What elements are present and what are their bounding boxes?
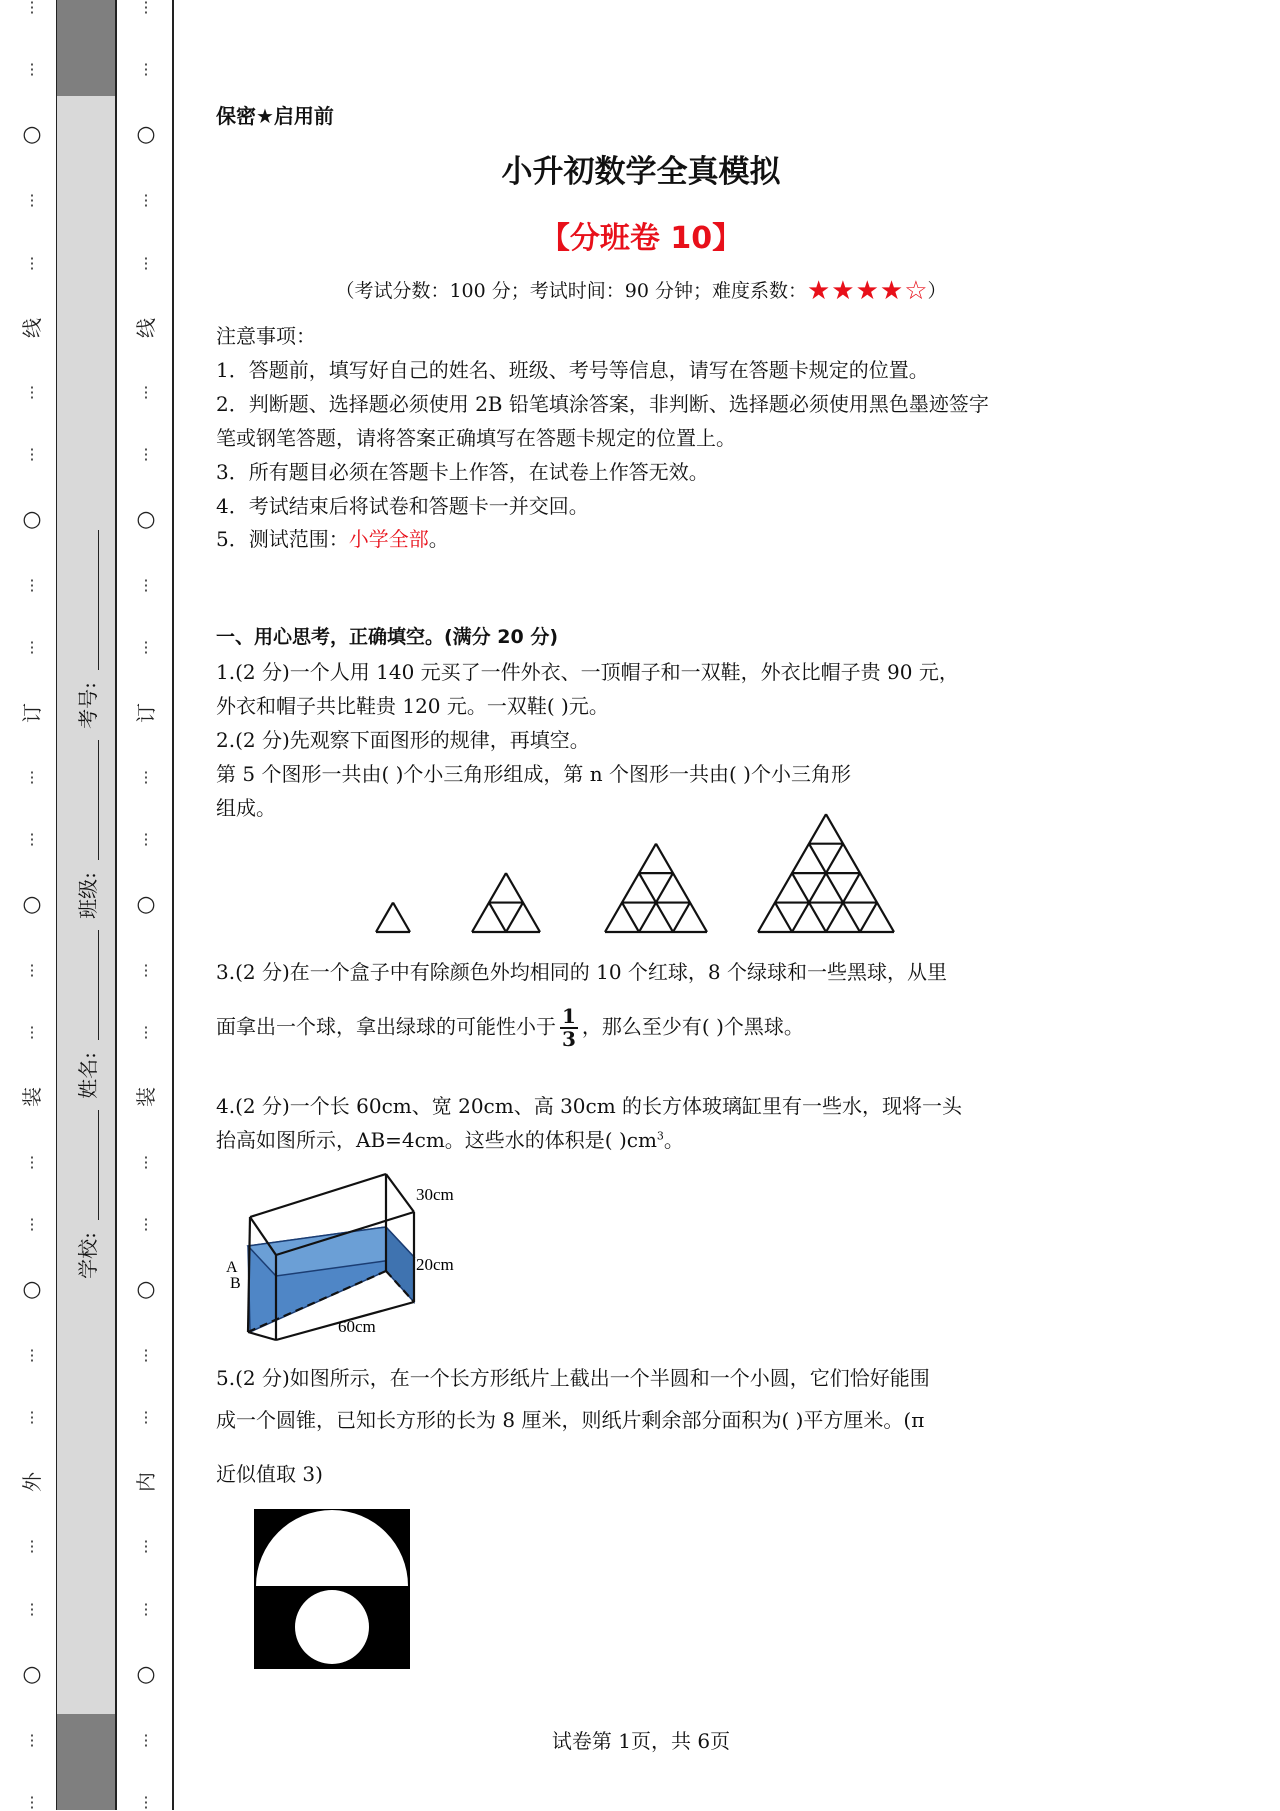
small-circle-cutout — [295, 1590, 369, 1664]
field-school-line — [98, 1110, 99, 1220]
note-scope-prefix: 5．测试范围： — [216, 527, 349, 551]
note-item: 3．所有题目必须在答题卡上作答，在试卷上作答无效。 — [216, 460, 709, 484]
difficulty-star-empty: ☆ — [904, 276, 928, 306]
triangle-figure-4-edge — [860, 903, 877, 932]
note-item: 1．答题前，填写好自己的姓名、班级、考号等信息，请写在答题卡规定的位置。 — [216, 358, 929, 382]
field-exam-number-line — [98, 530, 99, 670]
difficulty-stars-filled: ★★★★ — [806, 276, 905, 306]
tank-edge — [250, 1174, 386, 1217]
tank-edge — [386, 1174, 414, 1212]
outer-label-ding: 订 — [20, 702, 44, 723]
note-scope-highlight: 小学全部 — [348, 527, 429, 551]
label-point-a: A — [226, 1259, 238, 1276]
triangle-figure-4-edge — [775, 903, 792, 932]
exam-info-close: ） — [927, 280, 947, 302]
tank-edge — [248, 1332, 276, 1340]
field-name[interactable] — [60, 1040, 112, 1110]
margin-border-right — [115, 0, 117, 1810]
inner-dotted-column: ⋮ ⋮ ○ ⋮ ⋮ 线 ⋮ ⋮ ○ ⋮ ⋮ 订 ⋮ ⋮ ○ ⋮ ⋮ 装 ⋮ ⋮ ○ ⋮ ⋮ 内 ⋮ ⋮ ○ ⋮ ⋮ — [134, 0, 158, 1811]
outer-label-wai: 外 — [20, 1472, 44, 1493]
inner-label-xian: 线 — [134, 317, 158, 338]
question-2-line: 第 5 个图形一共由( )个小三角形组成，第 n 个图形一共由( )个小三角形 — [216, 762, 851, 786]
field-class[interactable] — [60, 860, 112, 930]
question-5-line: 近似值取 3) — [216, 1462, 323, 1486]
question-3-line — [216, 1006, 804, 1050]
question-5-line: 5.(2 分)如图所示，在一个长方形纸片上截出一个半圆和一个小圆，它们恰好能围 — [216, 1366, 930, 1390]
section-title: 一、用心思考，正确填空。(满分 20 分) — [216, 626, 559, 648]
field-school[interactable] — [60, 1220, 112, 1290]
label-width: 20cm — [416, 1255, 454, 1274]
notes-heading: 注意事项： — [216, 324, 316, 348]
exam-info-text: （考试分数：100 分；考试时间：90 分钟；难度系数： — [335, 280, 807, 302]
question-1-line: 外衣和帽子共比鞋贵 120 元。一双鞋( )元。 — [216, 694, 609, 718]
fraction-one-third — [560, 1006, 578, 1050]
cubic-superscript: 3 — [656, 1129, 664, 1143]
page-title: 小升初数学全真模拟 — [501, 154, 781, 190]
field-name-label: 姓名: — [75, 1051, 100, 1099]
note-item: 2．判断题、选择题必须使用 2B 铅笔填涂答案，非判断、选择题必须使用黑色墨迹签字 — [216, 392, 989, 416]
field-school-label: 学校: — [75, 1231, 100, 1279]
question-5-line: 成一个圆锥，已知长方形的长为 8 厘米，则纸片剩余部分面积为( )平方厘米。(π — [216, 1408, 925, 1432]
field-name-line — [98, 930, 99, 1040]
question-4-text-end: 。 — [663, 1128, 684, 1152]
inner-label-ding: 订 — [134, 702, 158, 723]
field-exam-number-label: 考号: — [75, 681, 100, 729]
question-2-line: 2.(2 分)先观察下面图形的规律，再填空。 — [216, 728, 590, 752]
fraction-denominator: 3 — [562, 1027, 576, 1051]
inner-label-zhuang: 装 — [134, 1087, 158, 1108]
question-1-line: 1.(2 分)一个人用 140 元买了一件外衣、一顶帽子和一双鞋，外衣比帽子贵 90 元， — [216, 660, 959, 684]
triangle-figure-3-edge — [673, 903, 690, 932]
field-class-label: 班级: — [75, 871, 100, 919]
paper-cutout-figure — [253, 1508, 413, 1672]
outer-label-zhuang: 装 — [20, 1087, 44, 1108]
note-item: 笔或钢笔答题，请将答案正确填写在答题卡规定的位置上。 — [216, 426, 736, 450]
question-4-line — [216, 1124, 684, 1153]
question-3-text: 面拿出一个球，拿出绿球的可能性小于 — [216, 1014, 556, 1039]
note-item: 4．考试结束后将试卷和答题卡一并交回。 — [216, 494, 589, 518]
question-3-line: 3.(2 分)在一个盒子中有除颜色外均相同的 10 个红球，8 个绿球和一些黑球，从里 — [216, 960, 948, 984]
band-bottom-dark — [57, 1714, 115, 1810]
page-footer: 试卷第 1页，共 6页 — [551, 1729, 731, 1753]
triangle-figure-2-edge — [506, 903, 523, 932]
note-scope-suffix: 。 — [428, 527, 449, 551]
inner-label-nei: 内 — [134, 1472, 158, 1493]
outer-label-xian: 线 — [20, 317, 44, 338]
band-top-dark — [57, 0, 115, 96]
question-2-line: 组成。 — [216, 796, 276, 820]
question-4-line: 4.(2 分)一个长 60cm、宽 20cm、高 30cm 的长方体玻璃缸里有一些水，现将一头 — [216, 1094, 963, 1118]
field-exam-number[interactable] — [60, 670, 112, 740]
question-3-text-end: ，那么至少有( )个黑球。 — [581, 1014, 804, 1039]
inner-border — [172, 0, 174, 1810]
triangle-figure-2-edge — [489, 903, 506, 932]
label-point-b: B — [230, 1275, 241, 1292]
label-length: 60cm — [338, 1317, 376, 1336]
field-class-line — [98, 740, 99, 860]
confidential-label: 保密★启用前 — [216, 104, 334, 128]
water-side — [386, 1227, 414, 1302]
question-4-text: 抬高如图所示，AB=4cm。这些水的体积是( )cm — [216, 1128, 657, 1152]
fraction-numerator: 1 — [562, 1004, 576, 1028]
triangle-figure-3-edge — [622, 903, 639, 932]
label-height: 30cm — [416, 1185, 454, 1204]
outer-dotted-column: ⋮ ⋮ ○ ⋮ ⋮ 线 ⋮ ⋮ ○ ⋮ ⋮ 订 ⋮ ⋮ ○ ⋮ ⋮ 装 ⋮ ⋮ ○ ⋮ ⋮ 外 ⋮ ⋮ ○ ⋮ ⋮ — [20, 0, 44, 1811]
triangle-figure-1-edge — [393, 903, 410, 932]
triangle-figure-1-edge — [376, 903, 393, 932]
page-subtitle: 【分班卷 10】 — [539, 221, 743, 256]
tilted-tank-figure — [216, 1170, 476, 1340]
